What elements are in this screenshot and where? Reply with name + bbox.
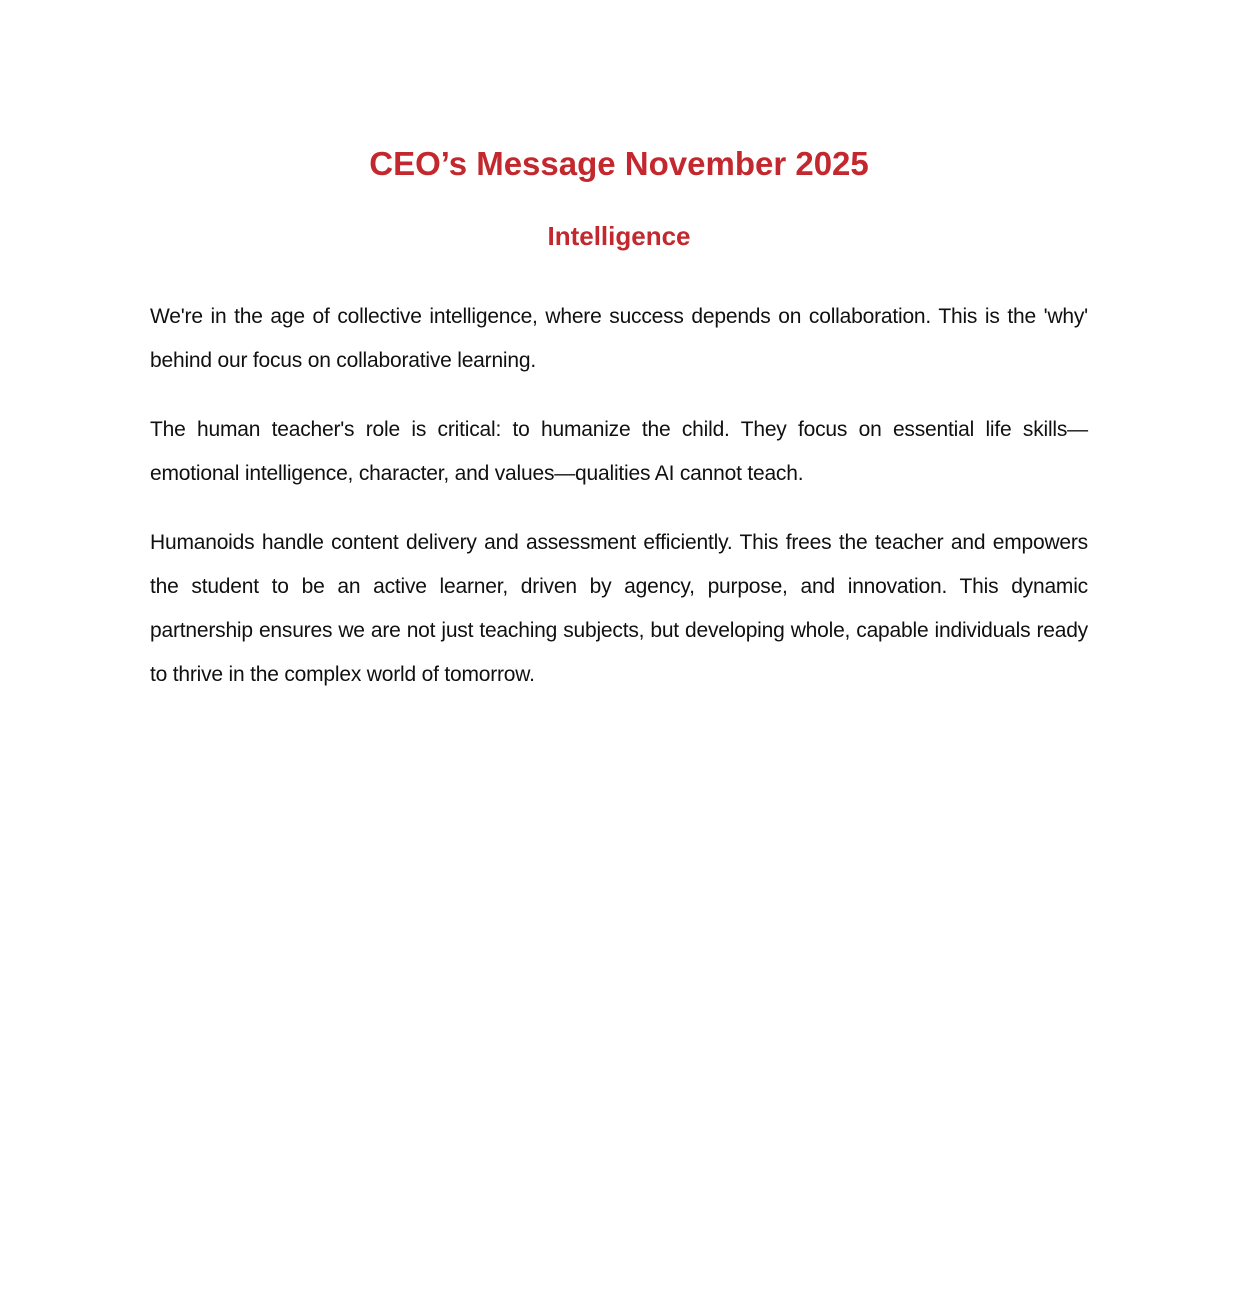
paragraph-1: We're in the age of collective intelligence, where success depends on collaboration. This is the 'why' behind our focus on collaborative learning. — [150, 304, 1088, 372]
document-body — [150, 295, 1088, 697]
paragraph-2: The human teacher's role is critical: to humanize the child. They focus on essential life skills—emotional intelligence, character, and values—qualities AI cannot teach. — [150, 417, 1088, 485]
document-subtitle: Intelligence — [547, 220, 691, 251]
paragraph-3: Humanoids handle content delivery and assessment efficiently. This frees the teacher and empowers the student to be an active learner, driven by agency, purpose, and innovation. This dynamic partnership ensures we are not just teaching subjects, but developing whole, capable individuals ready to thrive in the complex world of tomorrow. — [150, 530, 1088, 686]
document-title: CEO’s Message November 2025 — [369, 145, 869, 182]
